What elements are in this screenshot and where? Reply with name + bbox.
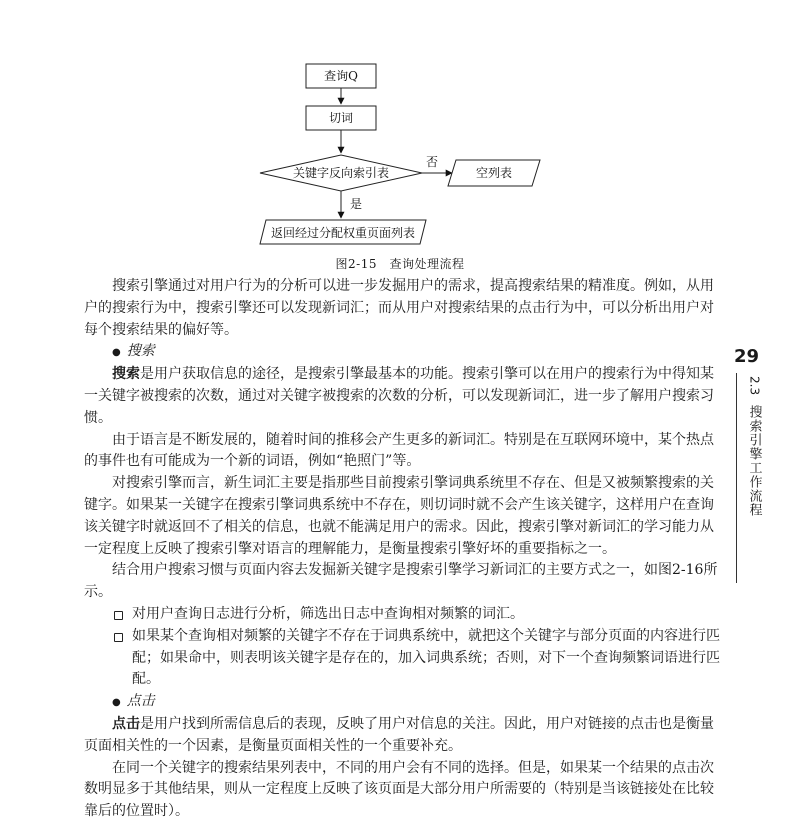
paragraph [84,364,724,429]
query-flowchart [240,50,570,250]
list-item [84,626,724,691]
section-number: 2.3 [747,376,762,396]
section-divider [736,373,737,583]
subheading-search-text: 搜索 [126,343,155,360]
checkbox-bullet-icon [114,633,123,642]
section-title: 搜索引擎工作流程 [746,405,762,518]
bullet-icon: ● [112,347,121,359]
list-item [84,604,724,626]
empty-list-label: 空列表 [475,166,513,180]
section-tab [742,376,766,517]
segment-label: 切词 [328,111,354,125]
paragraph: 结合用户搜索习惯与页面内容去发掘新关键字是搜索引擎学习新词汇的主要方式之一，如图2-16所示。 [84,562,718,601]
figure-caption: 图2-15 查询处理流程 [335,257,465,271]
subheading-search [84,341,724,364]
list-item-text: 对用户查询日志进行分析，筛选出日志中查询相对频繁的词汇。 [132,605,524,622]
paragraph-text: 是用户获取信息的途径，是搜索引擎最基本的功能。搜索引擎可以在用户的搜索行为中得知某一关键字被搜索的次数，通过对关键字被搜索的次数的分析，可以发现新词汇，进一步了解用户搜索习惯。 [84,366,714,426]
bold-lead-term: 点击 [112,715,140,732]
list-item-text: 如果某个查询相对频繁的关键字不存在于词典系统中，就把这个关键字与部分页面的内容进行匹配；如果命中，则表明该关键字是存在的，加入词典系统；否则，对下一个查询频繁词语进行匹配。 [132,627,720,688]
result-label: 返回经过分配权重页面列表 [270,226,416,240]
yes-label: 是 [350,197,363,211]
paragraph: 搜索引擎通过对用户行为的分析可以进一步发掘用户的需求，提高搜索结果的精准度。例如，从用户的搜索行为中，搜索引擎还可以发现新词汇；而从用户对搜索结果的点击行为中，可以分析出用户对每个搜索结果的偏好等。 [84,278,714,338]
paragraph [84,714,724,758]
paragraph: 由于语言是不断发展的，随着时间的推移会产生更多的新词汇。特别是在互联网环境中，某个热点的事件也有可能成为一个新的词语，例如“艳照门”等。 [84,431,714,470]
decision-label: 关键字反向索引表 [292,166,390,180]
paragraph: 在同一个关键字的搜索结果列表中，不同的用户会有不同的选择。但是，如果某一个结果的点击次数明显多于其他结果，则从一定程度上反映了该页面是大部分用户所需要的（特别是当该链接处在比较靠后的位置时）。 [84,759,714,820]
subheading-click [84,691,724,714]
bullet-icon: ● [112,697,121,709]
query-label: 查询Q [324,69,358,83]
paragraph-text: 是用户找到所需信息后的表现，反映了用户对信息的关注。因此，用户对链接的点击也是衡量页面相关性的一个因素，是衡量页面相关性的一个重要补充。 [84,715,714,754]
page-number: 29 [734,346,760,367]
bold-lead-term: 搜索 [112,366,140,383]
no-label: 否 [425,155,439,169]
paragraph: 对搜索引擎而言，新生词汇主要是指那些目前搜索引擎词典系统里不存在、但是又被频繁搜索的关键字。如果某一关键字在搜索引擎词典系统中不存在，则切词时就不会产生该关键字，这样用户在查询该关键字时就返回不了相关的信息，也就不能满足用户的需求。因此，搜索引擎对新词汇的学习能力从一定程度上反映了搜索引擎对语言的理解能力，是衡量搜索引擎好坏的重要指标之一。 [84,475,714,557]
checkbox-bullet-icon [114,611,123,620]
body-text [84,276,724,823]
subheading-click-text: 点击 [126,693,155,710]
